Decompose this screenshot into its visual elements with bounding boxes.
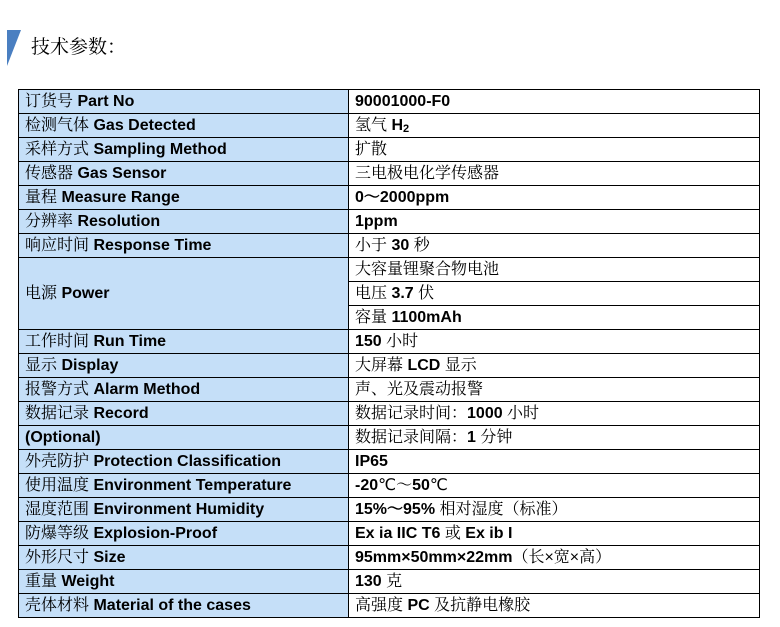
spec-row (19, 594, 760, 618)
spec-label-zh: 电源 (25, 285, 58, 302)
spec-value-text: LCD (407, 357, 441, 374)
spec-row (19, 498, 760, 522)
spec-value-text: 1000 (467, 405, 503, 422)
spec-value-text: PC (407, 597, 430, 614)
spec-label (19, 474, 349, 498)
spec-label-zh: 量程 (25, 189, 58, 206)
spec-value-text: 95mm×50mm×22mm (355, 549, 513, 566)
spec-label (19, 114, 349, 138)
spec-value-text: -20 (355, 477, 379, 494)
spec-value-text: 或 (440, 525, 466, 542)
spec-value (349, 498, 760, 522)
spec-value-text: H (391, 117, 404, 134)
spec-value-text: 数据记录时间： (355, 405, 468, 422)
spec-label-zh: 订货号 (25, 93, 74, 110)
spec-value-text: 小于 (355, 237, 392, 254)
spec-label (19, 186, 349, 210)
spec-label (19, 402, 349, 426)
spec-value-text: 130 (355, 573, 382, 590)
spec-row (19, 114, 760, 138)
spec-label-en: Size (93, 549, 126, 566)
spec-label (19, 594, 349, 618)
spec-label-zh: 数据记录 (25, 405, 90, 422)
spec-label-en: Environment Humidity (93, 501, 265, 518)
spec-value-text: 分钟 (475, 429, 513, 446)
spec-label-en: Measure Range (61, 189, 180, 206)
spec-value (349, 378, 760, 402)
spec-row (19, 570, 760, 594)
spec-value-text: 50 (412, 477, 430, 494)
spec-label-en: Display (61, 357, 119, 374)
spec-value (349, 162, 760, 186)
spec-label-zh: 外形尺寸 (25, 549, 90, 566)
spec-label (19, 522, 349, 546)
spec-row (19, 234, 760, 258)
spec-row (19, 546, 760, 570)
spec-label (19, 546, 349, 570)
spec-label (19, 234, 349, 258)
spec-label-zh: 外壳防护 (25, 453, 90, 470)
spec-value-text: 小时 (381, 333, 419, 350)
spec-value-text: Ex ia IIC T6 (355, 525, 441, 542)
spec-label-zh: 工作时间 (25, 333, 90, 350)
spec-value (349, 282, 760, 306)
spec-label (19, 330, 349, 354)
spec-label (19, 378, 349, 402)
spec-row (19, 354, 760, 378)
spec-value (349, 594, 760, 618)
spec-value (349, 330, 760, 354)
spec-label (19, 498, 349, 522)
spec-label-zh: 传感器 (25, 165, 74, 182)
spec-label-en: Power (61, 285, 110, 302)
spec-label-zh: 检测气体 (25, 117, 90, 134)
spec-row (19, 330, 760, 354)
spec-value (349, 474, 760, 498)
spec-value (349, 234, 760, 258)
spec-value-text: 电压 (355, 285, 392, 302)
spec-label-en: Alarm Method (93, 381, 201, 398)
spec-value (349, 522, 760, 546)
spec-label-zh: 防爆等级 (25, 525, 90, 542)
spec-row (19, 402, 760, 426)
spec-value-text: 相对湿度（标准） (435, 501, 568, 518)
spec-row (19, 162, 760, 186)
spec-value-text: 15%～95% (355, 501, 436, 518)
spec-value-text: 大屏幕 (355, 357, 408, 374)
spec-label (19, 210, 349, 234)
spec-value (349, 90, 760, 114)
spec-label-en: Environment Temperature (93, 477, 292, 494)
spec-row (19, 186, 760, 210)
spec-value-text: 90001000-F0 (355, 93, 451, 110)
spec-value-text: （长×宽×高） (512, 549, 612, 566)
spec-value-text: 大容量锂聚合物电池 (355, 261, 500, 278)
spec-label-optional (19, 426, 349, 450)
spec-label (19, 258, 349, 330)
spec-value-text: 显示 (440, 357, 477, 374)
spec-value-text: 克 (381, 573, 403, 590)
spec-row (19, 258, 760, 282)
spec-label-en: Protection Classification (93, 453, 282, 470)
spec-label (19, 138, 349, 162)
spec-label (19, 162, 349, 186)
spec-value-text: Ex ib I (465, 525, 513, 542)
spec-label-en-optional: (Optional) (25, 429, 101, 446)
spec-value (349, 402, 760, 426)
spec-label-zh: 湿度范围 (25, 501, 90, 518)
spec-label-en: Resolution (77, 213, 161, 230)
spec-value-text: 及抗静电橡胶 (429, 597, 531, 614)
spec-value-text: 1 (467, 429, 476, 446)
spec-label-en: Sampling Method (93, 141, 227, 158)
spec-label-en: Response Time (93, 237, 212, 254)
spec-value (349, 450, 760, 474)
spec-value (349, 138, 760, 162)
spec-label-zh: 分辨率 (25, 213, 74, 230)
spec-value-subscript: 2 (403, 123, 410, 135)
spec-value-text: 0～2000ppm (355, 189, 450, 206)
spec-value-text: 伏 (413, 285, 435, 302)
spec-value-text: 150 (355, 333, 382, 350)
spec-value (349, 354, 760, 378)
spec-label-en: Run Time (93, 333, 167, 350)
spec-table (18, 89, 760, 618)
spec-row (19, 426, 760, 450)
spec-row (19, 474, 760, 498)
spec-label (19, 354, 349, 378)
spec-label-en: Gas Sensor (77, 165, 167, 182)
spec-value (349, 114, 760, 138)
spec-label-en: Gas Detected (93, 117, 196, 134)
spec-value-text: 高强度 (355, 597, 408, 614)
spec-label-zh: 使用温度 (25, 477, 90, 494)
spec-value-text: 秒 (409, 237, 430, 254)
spec-row (19, 450, 760, 474)
spec-label-zh: 显示 (25, 357, 58, 374)
spec-value-text: 30 (391, 237, 410, 254)
spec-label-en: Weight (61, 573, 115, 590)
spec-value (349, 186, 760, 210)
spec-label-en: Record (93, 405, 149, 422)
spec-label-en: Material of the cases (93, 597, 251, 614)
spec-label-zh: 报警方式 (25, 381, 90, 398)
heading-accent-bar (7, 30, 21, 66)
spec-value-text: IP65 (355, 453, 388, 470)
spec-label-zh: 采样方式 (25, 141, 90, 158)
spec-value (349, 426, 760, 450)
spec-value-text: 三电极电化学传感器 (355, 165, 500, 182)
spec-label-zh: 壳体材料 (25, 597, 90, 614)
section-title: 技术参数： (31, 36, 127, 58)
spec-row (19, 210, 760, 234)
spec-value-text: 1100mAh (391, 309, 462, 326)
spec-value-text: 小时 (502, 405, 540, 422)
spec-value-text: 容量 (355, 309, 392, 326)
spec-row (19, 378, 760, 402)
spec-row (19, 90, 760, 114)
spec-value (349, 570, 760, 594)
spec-label-zh: 重量 (25, 573, 58, 590)
spec-value-text: 数据记录间隔： (355, 429, 468, 446)
spec-label-zh: 响应时间 (25, 237, 90, 254)
spec-value-text: 扩散 (355, 141, 388, 158)
spec-label-en: Explosion-Proof (93, 525, 218, 542)
spec-label-en: Part No (77, 93, 135, 110)
spec-value-text: ℃ (429, 477, 448, 494)
spec-value-text: ℃～ (378, 477, 413, 494)
spec-value (349, 306, 760, 330)
spec-value-text: 氢气 (355, 117, 392, 134)
spec-value (349, 546, 760, 570)
spec-label (19, 450, 349, 474)
spec-value-text: 3.7 (391, 285, 414, 302)
spec-value (349, 210, 760, 234)
spec-value-text: 1ppm (355, 213, 398, 230)
spec-row (19, 522, 760, 546)
spec-label (19, 90, 349, 114)
spec-row (19, 138, 760, 162)
spec-value (349, 258, 760, 282)
spec-value-text: 声、光及震动报警 (355, 381, 484, 398)
spec-label (19, 570, 349, 594)
